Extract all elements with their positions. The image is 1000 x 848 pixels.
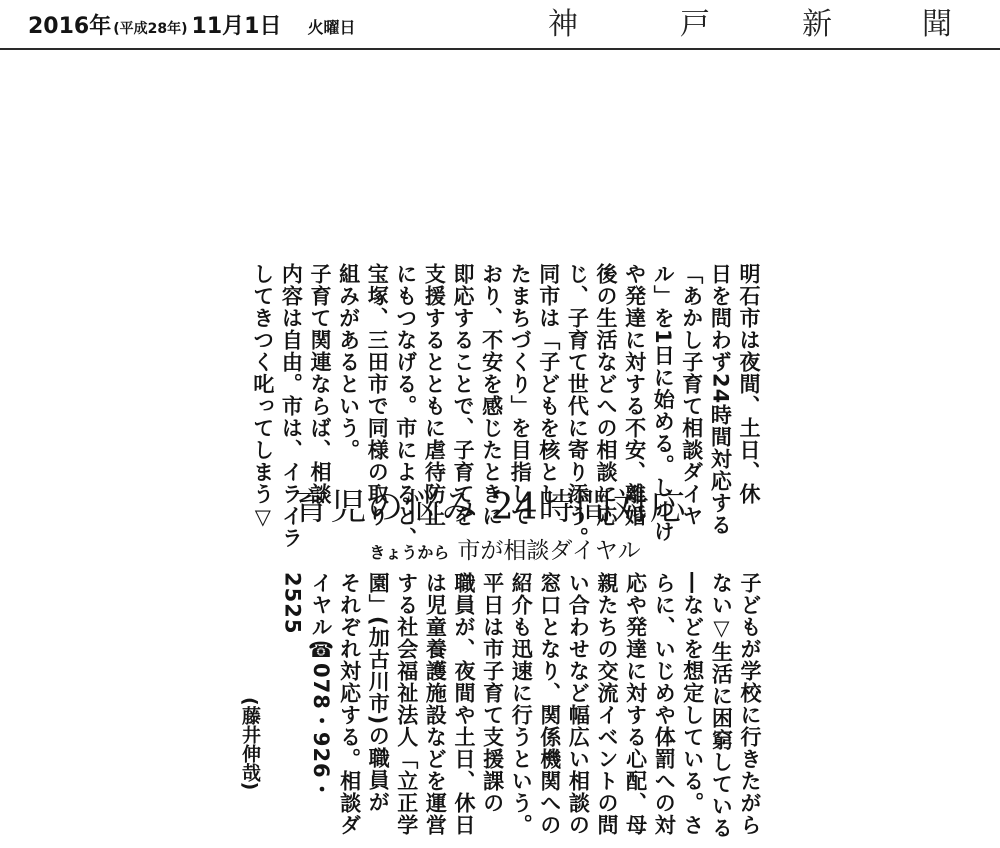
article-column: 職員が、夜間や土日、休日 — [452, 572, 476, 836]
subheadline-prefix: きょうから — [369, 543, 450, 562]
article-column: 平日は市子育て支援課の — [480, 572, 505, 814]
article-column: 日を問わず24時間対応する — [708, 263, 733, 537]
article-column: にもつなげる。市によると、 — [393, 263, 418, 549]
issue-date — [28, 16, 355, 38]
paper-name-char-1: 神 — [548, 7, 578, 42]
article-column: は児童養護施設などを運営 — [423, 572, 448, 836]
paper-name-char-2: 戸 — [680, 7, 710, 42]
article-column: らに、いじめや体罰への対 — [652, 572, 677, 836]
article-column: 紹介も迅速に行うという。 — [509, 572, 534, 836]
article-column: 同市は「子どもを核とし — [536, 263, 561, 505]
article-column: 内容は自由。市は、イライラ — [279, 263, 304, 549]
headline: 育児の悩み 24時間対応 — [293, 487, 687, 528]
article-column: 園」(加古川市)の職員が — [366, 572, 391, 814]
article-column: 宝塚、三田市で同様の取り — [365, 263, 390, 527]
article-column: 組みがあるという。 — [336, 263, 361, 461]
issue-era: (平成28年) — [113, 21, 188, 37]
article-column: イヤル☎078・926・ — [309, 572, 333, 801]
article-column: ル」を1日に始める。しつけ — [651, 263, 676, 543]
article-column: 子どもが学校に行きたがら — [738, 572, 762, 836]
issue-weekday: 火曜日 — [307, 18, 356, 37]
article-column: してきつく叱ってしまう▽ — [250, 263, 275, 530]
article-column: たまちづくり」を目指して — [508, 263, 533, 527]
article-column: 窓口となり、関係機関への — [537, 572, 562, 836]
article-column: じ、子育て世代に寄り添う。 — [565, 263, 590, 549]
article-column: 明石市は夜間、土日、休 — [737, 263, 761, 505]
masthead-rule — [0, 48, 1000, 50]
article-column: 子育て関連ならば、相談 — [308, 263, 332, 505]
article-column: 2525 — [280, 572, 305, 635]
article-column: する社会福祉法人「立正学 — [394, 572, 419, 836]
byline: (藤井伸哉) — [239, 697, 261, 791]
paper-name-char-3: 新 — [802, 7, 832, 42]
article-column: おり、不安を感じたときに — [479, 263, 504, 527]
masthead — [0, 0, 1000, 50]
article-column: い合わせなど幅広い相談の — [566, 572, 591, 836]
article-column: 即応することで、子育てを — [451, 263, 475, 527]
article-column: ―などを想定している。さ — [680, 572, 705, 836]
subheadline — [305, 540, 705, 563]
issue-year: 2016年 — [28, 14, 112, 39]
subheadline-main: 市が相談ダイヤル — [457, 538, 641, 564]
article-column: 応や発達に対する心配、母 — [623, 572, 648, 836]
article-column: 親たちの交流イベントの問 — [595, 572, 619, 836]
article-column: 後の生活などへの相談に応 — [594, 263, 618, 527]
article-column: 支援するとともに虐待防止 — [422, 263, 447, 527]
issue-month-day: 11月1日 — [191, 14, 282, 39]
article-column: や発達に対する不安、離婚 — [622, 263, 647, 527]
paper-name-char-4: 聞 — [922, 7, 952, 42]
article-column: 「あかし子育て相談ダイヤ — [679, 263, 704, 527]
article-column: ない▽生活に困窮している — [709, 572, 734, 839]
article-column: それぞれ対応する。相談ダ — [337, 572, 362, 836]
